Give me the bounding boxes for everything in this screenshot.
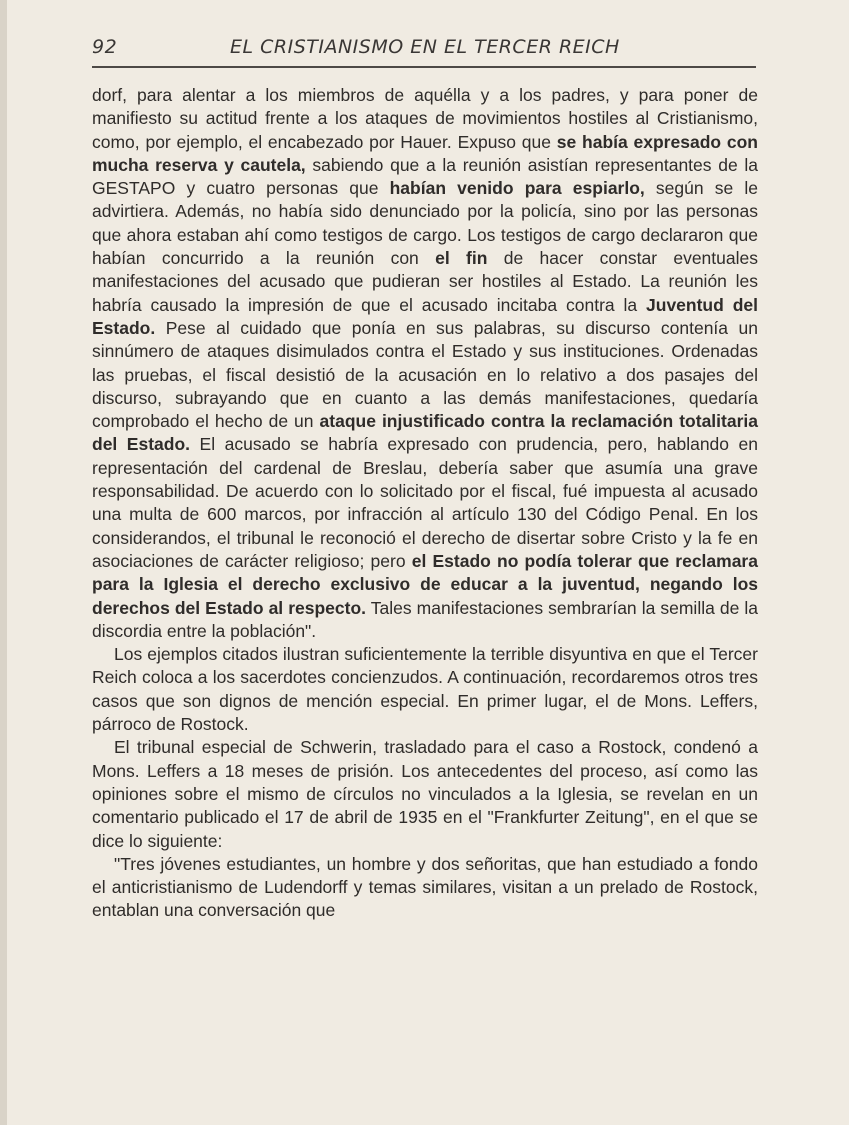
text-run: Pese al cuidado que ponía en sus palabras, su discurso contenía un sinnúmero de ataques disimulados contra el Estado y sus instituciones. Ordenadas las pruebas, el fiscal desistió de la acusación en lo relativo a dos pasajes del discurso, subrayando que en cuanto a las demás manifestaciones, quedaría comprobado el hecho de un xyxy=(92,317,758,432)
paragraph-1 xyxy=(92,84,758,643)
page-header xyxy=(92,36,752,64)
page-number: 92 xyxy=(92,36,118,58)
page-edge xyxy=(0,0,7,1125)
running-title: EL CRISTIANISMO EN EL TERCER REICH xyxy=(230,36,620,58)
bold-run: el Estado no podía tolerar que reclamara para la Iglesia el derecho exclusivo de educar a la juventud, negando los derechos del Estado al respecto. xyxy=(92,550,758,618)
bold-run: Juventud del Estado. xyxy=(92,294,758,338)
header-rule xyxy=(92,66,756,68)
text-run: dorf, para alentar a los miembros de aquélla y a los padres, y para poner de manifiesto su actitud frente a los ataques de movimientos hostiles al Cristianismo, como, por ejemplo, el encabezado por Hauer. Expuso que xyxy=(92,85,758,152)
text-run: sabiendo que a la reunión asistían representantes de la GESTAPO y cuatro personas que xyxy=(92,154,758,199)
text-run: El acusado se habría expresado con prudencia, pero, hablando en representación del cardenal de Breslau, debería saber que asumía una grave responsabilidad. De acuerdo con lo solicitado por el fiscal, fué impuesta al acusado una multa de 600 marcos, por infracción al artículo 130 del Código Penal. En los considerandos, el tribunal le reconoció el derecho de disertar sobre Cristo y la fe en asociaciones de carácter religioso; pero xyxy=(92,434,759,571)
text-run: de hacer constar eventuales manifestaciones del acusado que pudieran ser hostiles al Estado. La reunión les habría causado la impresión de que el acusado incitaba contra la xyxy=(92,248,758,315)
bold-run: el fin xyxy=(435,248,488,269)
body-text xyxy=(92,84,758,923)
bold-run: se había expresado con mucha reserva y cautela, xyxy=(92,131,758,175)
paragraph-2: Los ejemplos citados ilustran suficientemente la terrible disyuntiva en que el Tercer Reich coloca a los sacerdotes concienzudos. A continuación, recordaremos otros tres casos que son dignos de mención especial. En primer lugar, el de Mons. Leffers, párroco de Rostock. xyxy=(92,644,758,735)
text-run: según se le advirtiera. Además, no había sido denunciado por la policía, sino por las personas que ahora estaban ahí como testigos de cargo. Los testigos de cargo declararon que habían concurrido a la reunión con xyxy=(92,178,758,269)
text-run: Tales manifestaciones sembrarían la semilla de la discordia entre la población". xyxy=(92,597,759,641)
bold-run: habían venido para espiarlo, xyxy=(389,178,645,199)
bold-run: ataque injustificado contra la reclamación totalitaria del Estado. xyxy=(92,411,758,455)
paragraph-4: "Tres jóvenes estudiantes, un hombre y dos señoritas, que han estudiado a fondo el anticristianismo de Ludendorff y temas similares, visitan a un prelado de Rostock, entablan una conversación que xyxy=(92,853,758,921)
paragraph-3: El tribunal especial de Schwerin, trasladado para el caso a Rostock, condenó a Mons. Leffers a 18 meses de prisión. Los antecedentes del proceso, así como las opiniones sobre el mismo de círculos no vinculados a la Iglesia, se revelan en un comentario publicado el 17 de abril de 1935 en el "Frankfurter Zeitung", en el que se dice lo siguiente: xyxy=(92,737,758,851)
